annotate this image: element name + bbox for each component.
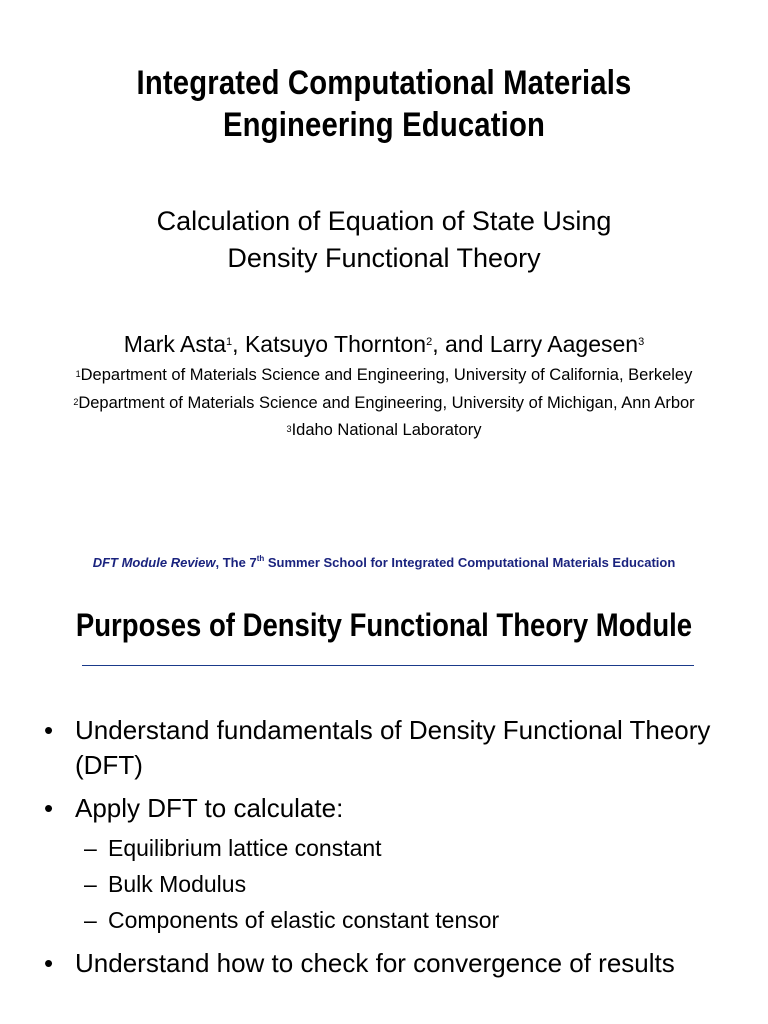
bullet-glyph: • [44,715,54,745]
bullet-text: Understand how to check for convergence of results [75,948,675,978]
dash-glyph: – [84,907,97,933]
affiliation-idaho [0,419,768,441]
purposes-title: Purposes of Density Functional Theory Module [75,607,693,643]
bullet-text: Understand fundamentals of Density Functional Theory (DFT) [75,715,711,780]
affiliation-text: Idaho National Laboratory [291,421,482,439]
bullet-item [0,713,768,783]
affiliation-text: Department of Materials Science and Engineering, University of California, Berkeley [80,366,693,384]
sub-bullet-item [0,866,768,902]
sub-bullet-text: Bulk Modulus [108,871,247,897]
subtitle-line-1: Calculation of Equation of State Using [156,206,612,236]
title-divider [82,665,694,666]
affiliation-berkeley [0,364,768,386]
sub-bullet-item [0,902,768,938]
affiliation-michigan [0,392,768,414]
title-line-1: Integrated Computational Materials [136,64,632,102]
dash-glyph: – [84,835,97,861]
bullet-text: Apply DFT to calculate: [75,793,344,823]
author-name: , Katsuyo Thornton [232,331,427,357]
affiliation-text: Department of Materials Science and Engineering, University of Michigan, Ann Arbor [78,394,695,412]
bullet-glyph: • [44,948,54,978]
author-name: Mark Asta [123,331,227,357]
title-line-2: Engineering Education [222,106,546,144]
affiliation-marker: 1 [75,369,81,379]
purposes-list [0,713,768,981]
author-affil-marker: 3 [638,336,645,348]
affiliation-marker: 2 [73,397,79,407]
footer-rest: Summer School for Integrated Computational Materials Education [264,555,676,570]
bullet-glyph: • [44,793,54,823]
footer-italic: DFT Module Review [92,555,216,570]
author-affil-marker: 1 [226,336,233,348]
subtitle-line-2: Density Functional Theory [227,243,541,273]
affiliation-marker: 3 [286,424,292,434]
dash-glyph: – [84,871,97,897]
slide-subtitle [0,203,768,277]
author-affil-marker: 2 [426,336,433,348]
sub-bullet-text: Equilibrium lattice constant [108,835,382,861]
bullet-item [0,946,768,981]
author-list [0,329,768,359]
sub-bullet-text: Components of elastic constant tensor [108,907,500,933]
footer-sup: th [256,554,265,563]
bullet-item [0,791,768,826]
slide-footer [0,555,768,570]
author-name: , and Larry Aagesen [432,331,639,357]
sub-bullet-item [0,830,768,866]
slide-title [54,62,714,146]
footer-mid: , The 7 [215,555,257,570]
